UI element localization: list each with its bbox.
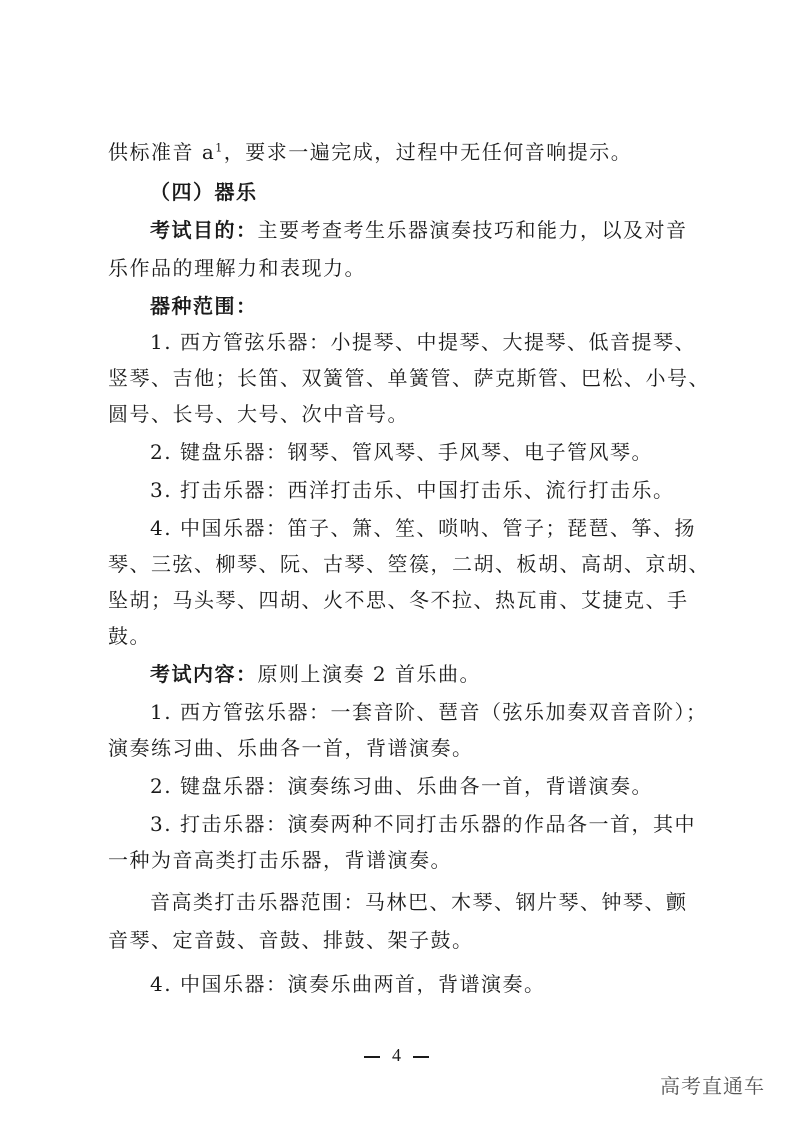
exam-purpose-line xyxy=(150,216,730,244)
paragraph-line: 竖琴、吉他；长笛、双簧管、单簧管、萨克斯管、巴松、小号、 xyxy=(108,366,710,390)
exam-content-line xyxy=(150,660,730,688)
text-segment: ，要求一遍完成，过程中无任何音响提示。 xyxy=(223,140,633,164)
paragraph-line: 2. 键盘乐器：钢琴、管风琴、手风琴、电子管风琴。 xyxy=(150,440,653,464)
text-segment: 原则上演奏 2 首乐曲。 xyxy=(257,662,481,686)
text-segment: 主要考查考生乐器演奏技巧和能力，以及对音 xyxy=(257,218,688,242)
paragraph-line: 2. 键盘乐器：演奏练习曲、乐曲各一首，背谱演奏。 xyxy=(150,774,653,798)
instrument-range-heading: 器种范围： xyxy=(150,294,258,318)
superscript: 1 xyxy=(215,141,224,155)
paragraph-line: 3. 打击乐器：西洋打击乐、中国打击乐、流行打击乐。 xyxy=(150,478,675,502)
paragraph-line: 1. 西方管弦乐器：一套音阶、琶音（弦乐加奏双音音阶）； xyxy=(150,700,708,724)
paragraph-line: 圆号、长号、大号、次中音号。 xyxy=(108,402,409,426)
paragraph-line: 一种为音高类打击乐器，背谱演奏。 xyxy=(108,848,452,872)
paragraph-line: 琴、三弦、柳琴、阮、古琴、箜篌，二胡、板胡、高胡、京胡、 xyxy=(108,552,710,576)
section-heading: （四）器乐 xyxy=(150,180,258,204)
paragraph-line: 音琴、定音鼓、音鼓、排鼓、架子鼓。 xyxy=(108,928,474,952)
label-bold: 考试目的： xyxy=(150,218,258,242)
dash-right xyxy=(413,1056,429,1058)
paragraph-line: 4. 中国乐器：演奏乐曲两首，背谱演奏。 xyxy=(150,972,546,996)
paragraph-line: 音高类打击乐器范围：马林巴、木琴、钢片琴、钟琴、颤 xyxy=(150,890,688,914)
label-bold: 考试内容： xyxy=(150,662,258,686)
paragraph-line: 鼓。 xyxy=(108,624,151,648)
line-standard-pitch xyxy=(108,138,688,166)
page-number-text: 4 xyxy=(392,1045,401,1065)
page-number xyxy=(0,1043,793,1067)
watermark: 高考直通车 xyxy=(660,1074,765,1098)
paragraph-line: 演奏练习曲、乐曲各一首，背谱演奏。 xyxy=(108,736,474,760)
dash-left xyxy=(364,1056,380,1058)
paragraph-line: 1. 西方管弦乐器：小提琴、中提琴、大提琴、低音提琴、 xyxy=(150,330,696,354)
text-segment: 供标准音 a xyxy=(108,140,216,164)
paragraph-line: 4. 中国乐器：笛子、箫、笙、唢呐、管子；琵琶、筝、扬 xyxy=(150,516,696,540)
paragraph-line: 乐作品的理解力和表现力。 xyxy=(108,256,366,280)
paragraph-line: 坠胡；马头琴、四胡、火不思、冬不拉、热瓦甫、艾捷克、手 xyxy=(108,588,689,612)
paragraph-line: 3. 打击乐器：演奏两种不同打击乐器的作品各一首，其中 xyxy=(150,812,696,836)
